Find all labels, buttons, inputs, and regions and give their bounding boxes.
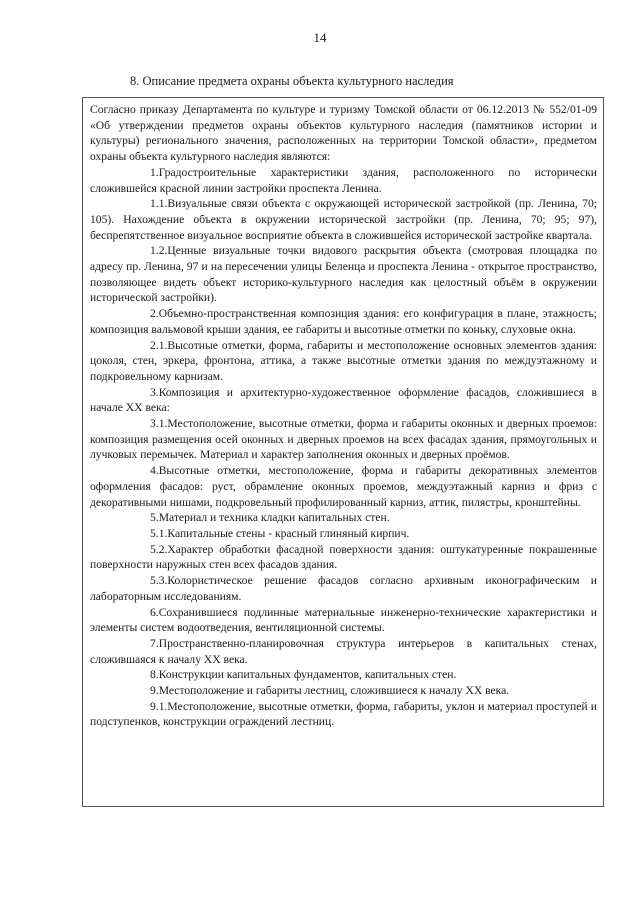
list-item — [90, 306, 597, 337]
item-text: Высотные отметки, местоположение, форма и габариты декоративных элементов оформления фасадов: руст, обрамление оконных проемов, междуэтажный карниз и фриз с декоративными нишами, подкровельный профилированный карниз, аттик, пилястры, кронштейны. — [90, 464, 597, 509]
item-number: 5.1. — [150, 526, 168, 540]
item-number: 6. — [150, 605, 159, 619]
item-text: Объемно-пространственная композиция здания: его конфигурация в плане, этажность; композиция вальмовой крыши здания, ее габариты и высотные отметки по коньку, слуховые окна. — [90, 307, 597, 336]
item-number: 1. — [150, 165, 159, 179]
item-number: 5. — [150, 511, 159, 525]
item-number: 9.1. — [150, 699, 168, 713]
item-number: 1.1. — [150, 197, 168, 211]
content-frame — [82, 97, 604, 807]
list-item — [90, 542, 597, 573]
item-text: Материал и техника кладки капитальных стен. — [158, 511, 390, 525]
item-text: Пространственно-планировочная структура интерьеров в капитальных стенах, сложившаяся к началу XX века. — [90, 636, 597, 666]
item-text: Композиция и архитектурно-художественное оформление фасадов, сложившиеся в начале XX века: — [90, 385, 597, 415]
item-number: 4. — [150, 464, 159, 478]
page-number: 14 — [313, 30, 327, 45]
list-item — [90, 338, 597, 385]
item-text: Местоположение и габариты лестниц, сложившиеся к началу XX века. — [158, 684, 510, 698]
list-item — [90, 667, 597, 683]
item-text: Конструкции капитальных фундаментов, капитальных стен. — [158, 668, 457, 682]
protection-items-list — [90, 165, 597, 730]
item-number: 5.2. — [150, 542, 168, 556]
item-text: Градостроительные характеристики здания, расположенного по исторически сложившейся красной линии застройки проспекта Ленина. — [90, 165, 597, 195]
item-number: 3. — [150, 385, 159, 399]
list-item — [90, 196, 597, 243]
item-text: Колористическое решение фасадов согласно архивным иконографическим и лабораторным исследованиям. — [90, 574, 597, 603]
item-text: Капитальные стены - красный глиняный кирпич. — [167, 526, 410, 540]
intro-paragraph: Согласно приказу Департамента по культуре и туризму Томской области от 06.12.2013 № 552/01-09 «Об утверждении предметов охраны объектов культурного наследия (памятников истории и культуры) регионального значения, расположенных на территории Томской области», предметом охраны объекта культурного наследия являются: — [90, 103, 597, 164]
item-text: Местоположение, высотные отметки, форма, габариты, уклон и материал проступей и подступенков, конструкции ограждений лестниц. — [90, 699, 597, 729]
item-number: 1.2. — [150, 244, 168, 258]
item-number: 9. — [150, 684, 159, 698]
list-item — [90, 573, 597, 604]
item-text: Характер обработки фасадной поверхности здания: оштукатуренные покрашенные поверхности наружных стен всех фасадов здания. — [90, 542, 597, 572]
item-number: 3.1. — [150, 417, 168, 431]
list-item — [90, 416, 597, 463]
list-item — [90, 165, 597, 196]
list-item — [90, 683, 597, 699]
list-item — [90, 385, 597, 416]
item-text: Местоположение, высотные отметки, форма и габариты оконных и дверных проемов: композиция размещения осей оконных и дверных проемов на всех фасадах здания, прямоугольных и лучковых перемычек. Материал и характер заполнения оконных и дверных проёмов. — [90, 417, 597, 462]
item-number: 7. — [150, 636, 159, 650]
list-item — [90, 510, 597, 526]
section-title: 8. Описание предмета охраны объекта культурного наследия — [130, 74, 454, 88]
item-text: Высотные отметки, форма, габариты и местоположение основных элементов здания: цоколя, стен, эркера, фронтона, аттика, а также высотные отметки здания по междуэтажному и подкровельному карнизам. — [90, 338, 597, 383]
item-number: 8. — [150, 668, 159, 682]
item-text: Сохранившиеся подлинные материальные инженерно-технические характеристики и элементы систем водоотведения, вентиляционной системы. — [90, 605, 597, 635]
list-item — [90, 605, 597, 636]
list-item — [90, 699, 597, 730]
item-number: 5.3. — [150, 574, 168, 588]
item-text: Визуальные связи объекта с окружающей исторической застройкой (пр. Ленина, 70; 105). Нахождение объекта в окружении исторической застройки (пр. Ленина, 70; 95; 97), беспрепятственное визуальное восприятие объекта в сложившейся исторической застройке квартала. — [90, 197, 597, 242]
item-number: 2. — [150, 307, 159, 321]
list-item — [90, 526, 597, 542]
list-item — [90, 463, 597, 510]
list-item — [90, 636, 597, 667]
list-item — [90, 243, 597, 306]
item-text: Ценные визуальные точки видового раскрытия объекта (смотровая площадка по адресу пр. Ленина, 97 и на пересечении улицы Беленца и проспекта Ленина - открытое пространство, позволяющее видеть объект историко-культурного наследия как целостный объём в окружении исторической застройки). — [90, 244, 597, 305]
item-number: 2.1. — [150, 338, 168, 352]
